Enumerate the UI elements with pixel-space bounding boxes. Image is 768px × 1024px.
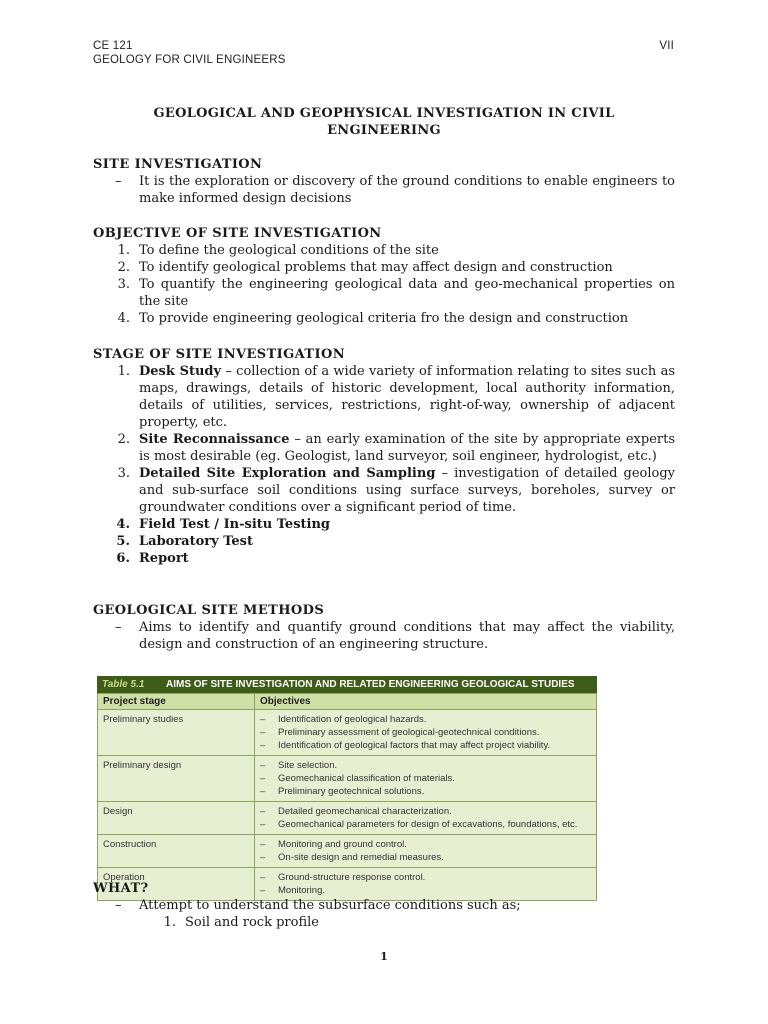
list-item: 4. To provide engineering geological criteria fro the design and construction xyxy=(117,311,629,326)
table-row xyxy=(98,710,597,756)
page-number: 1 xyxy=(380,950,388,963)
course-name: GEOLOGY FOR CIVIL ENGINEERS xyxy=(93,54,286,66)
section-what xyxy=(93,880,675,931)
list-item: – Attempt to understand the subsurface conditions such as; xyxy=(93,897,675,914)
table-cell-stage: Preliminary studies xyxy=(98,710,255,756)
list-item: 2. Site Reconnaissance – an early examination of the site by appropriate experts is most desirable (eg. Geologist, land surveyor, soil engineer, hydrologist, etc.) xyxy=(117,432,676,464)
table-title: AIMS OF SITE INVESTIGATION AND RELATED ENGINEERING GEOLOGICAL STUDIES xyxy=(166,679,575,690)
dash-bullet: – xyxy=(115,898,122,913)
table-cell-stage: Preliminary design xyxy=(98,756,255,802)
list-item: – Aims to identify and quantify ground conditions that may affect the viability, design and construction of an engineering structure. xyxy=(93,619,675,653)
table-cell-objectives: – Identification of geological hazards. – Preliminary assessment of geological-geotechnical conditions. – Identification of geological factors that may affect project viability. xyxy=(255,710,597,756)
table-cell-objectives: – Detailed geomechanical characterization. – Geomechanical parameters for design of excavations, foundations, etc. xyxy=(255,802,597,835)
section-heading: WHAT? xyxy=(93,881,149,896)
list-item: 4. Field Test / In-situ Testing xyxy=(116,517,330,532)
table-caption xyxy=(97,676,597,693)
dash-bullet: – xyxy=(115,620,122,635)
column-header: Project stage xyxy=(98,694,255,710)
table-row xyxy=(98,802,597,835)
table-cell-stage: Construction xyxy=(98,835,255,868)
list-item: 5. Laboratory Test xyxy=(116,534,253,549)
table-cell-stage: Design xyxy=(98,802,255,835)
table-cell-stage: Operation xyxy=(98,868,255,901)
section-methods xyxy=(93,602,675,653)
table-cell-objectives: – Monitoring and ground control. – On-site design and remedial measures. xyxy=(255,835,597,868)
section-stage xyxy=(93,346,675,567)
section-heading: SITE INVESTIGATION xyxy=(93,157,263,172)
table-cell-objectives: – Ground-structure response control. – Monitoring. xyxy=(255,868,597,901)
table-row xyxy=(98,835,597,868)
table-figure xyxy=(97,676,597,901)
section-objective xyxy=(93,225,675,327)
table-cell-objectives: – Site selection. – Geomechanical classification of materials. – Preliminary geotechnical solutions. xyxy=(255,756,597,802)
dash-bullet: – xyxy=(115,174,122,189)
list-item: – It is the exploration or discovery of the ground conditions to enable engineers to make informed design decisions xyxy=(93,173,675,207)
objectives-table xyxy=(97,693,597,901)
list-item: 3. To quantify the engineering geological data and geo-mechanical properties on the site xyxy=(117,277,675,309)
list-item: 1. Desk Study – collection of a wide variety of information relating to sites such as maps, drawings, details of historic development, local authority information, details of utilities, services, restrictions, right-of-way, ownership of adjacent property, etc. xyxy=(117,364,675,430)
section-heading: OBJECTIVE OF SITE INVESTIGATION xyxy=(93,226,382,241)
table-number: Table 5.1 xyxy=(102,679,145,690)
list-item: 1. Soil and rock profile xyxy=(163,915,319,930)
table-row xyxy=(98,756,597,802)
chapter-number: VII xyxy=(659,40,674,52)
course-code: CE 121 xyxy=(93,40,133,52)
column-header: Objectives xyxy=(255,694,597,710)
list-item: 2. To identify geological problems that may affect design and construction xyxy=(117,260,613,275)
section-heading: STAGE OF SITE INVESTIGATION xyxy=(93,347,345,362)
list-item: 1. To define the geological conditions of the site xyxy=(117,243,439,258)
list-item: 6. Report xyxy=(116,551,189,566)
table-header-row xyxy=(98,694,597,710)
section-site-investigation xyxy=(93,156,675,207)
section-heading: GEOLOGICAL SITE METHODS xyxy=(93,603,325,618)
list-item: 3. Detailed Site Exploration and Sampling – investigation of detailed geology and sub-surface soil conditions using surface surveys, boreholes, survey or groundwater conditions over a significant period of time. xyxy=(117,466,676,515)
document-title: GEOLOGICAL AND GEOPHYSICAL INVESTIGATION IN CIVIL ENGINEERING xyxy=(153,106,615,138)
